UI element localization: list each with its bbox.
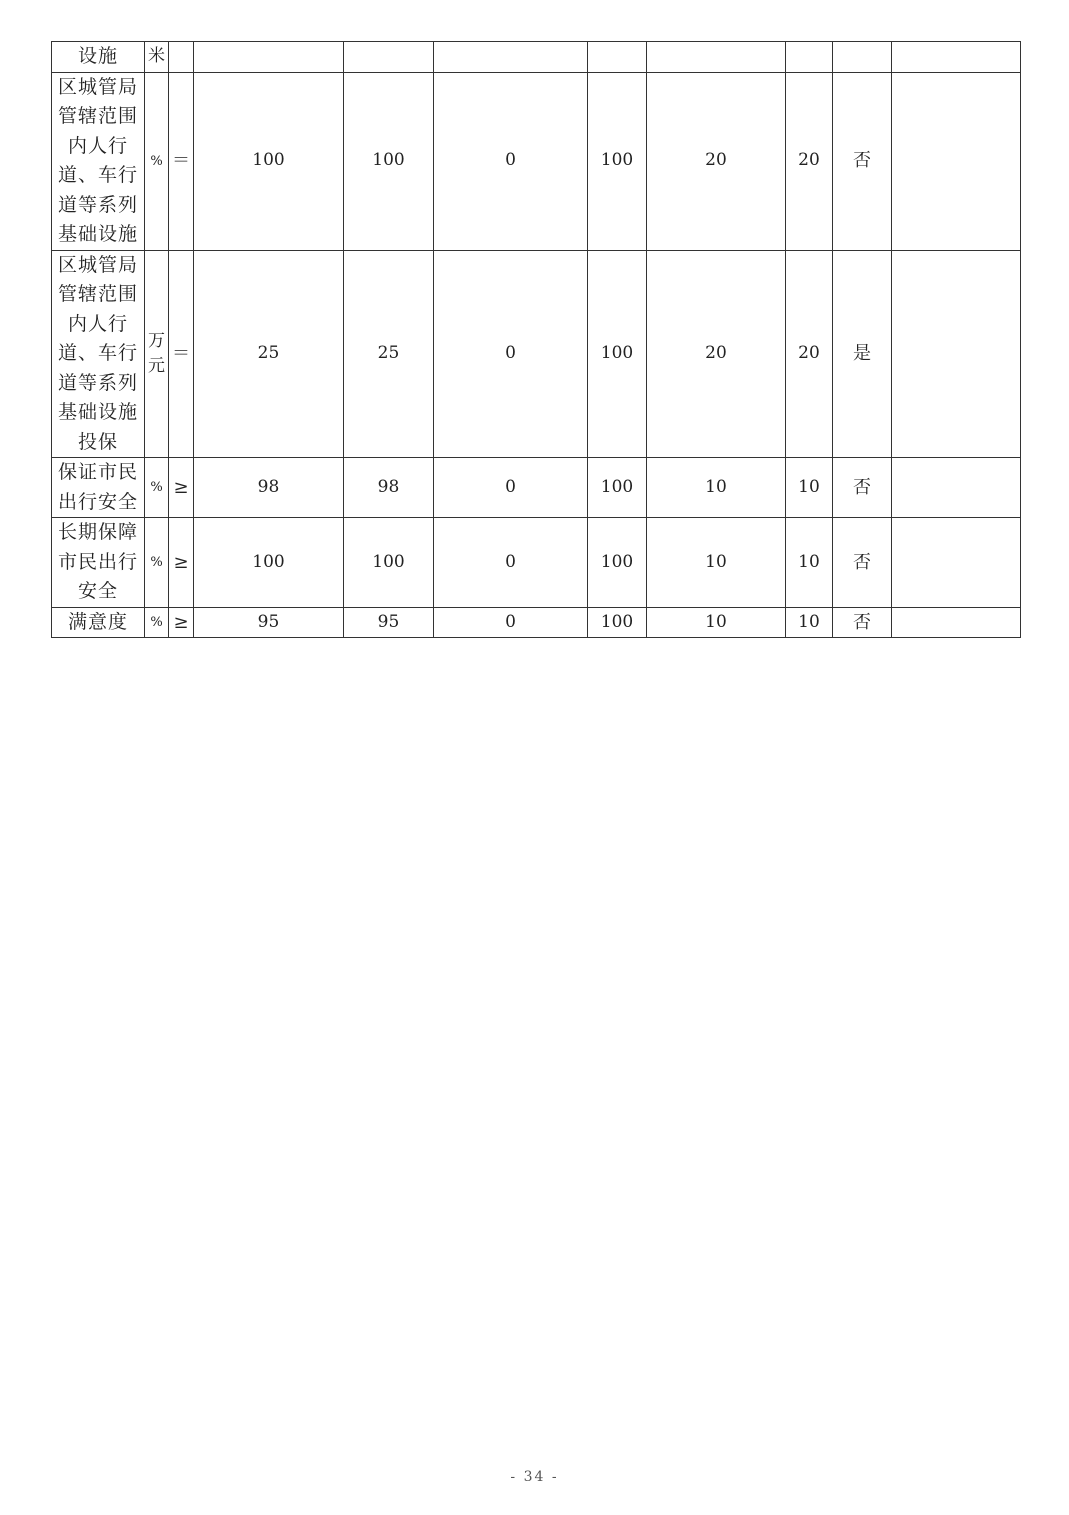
- indicator-unit: %: [145, 518, 169, 608]
- weight-value: 20: [647, 72, 786, 250]
- completion-rate: 100: [588, 458, 647, 518]
- deviation-value: 0: [434, 458, 588, 518]
- weight-value: 20: [647, 250, 786, 458]
- remark-cell: [892, 458, 1021, 518]
- indicator-unit: %: [145, 72, 169, 250]
- table-row: [52, 42, 1021, 73]
- comparison-symbol: ≥: [169, 607, 194, 638]
- indicator-name: 满意度: [52, 607, 145, 638]
- deviation-value: 0: [434, 607, 588, 638]
- table-row: [52, 458, 1021, 518]
- indicator-unit: %: [145, 607, 169, 638]
- target-value: 95: [194, 607, 344, 638]
- score-value: 20: [786, 72, 833, 250]
- remark-cell: [892, 250, 1021, 458]
- comparison-symbol: [169, 42, 194, 73]
- weight-value: 10: [647, 607, 786, 638]
- deviation-value: 0: [434, 72, 588, 250]
- completion-rate: 100: [588, 607, 647, 638]
- deviation-value: 0: [434, 250, 588, 458]
- comparison-symbol: ＝: [169, 250, 194, 458]
- actual-value: [344, 42, 434, 73]
- target-value: 100: [194, 518, 344, 608]
- indicator-name: 长期保障市民出行安全: [52, 518, 145, 608]
- score-value: 10: [786, 607, 833, 638]
- completion-rate: 100: [588, 518, 647, 608]
- comparison-symbol: ＝: [169, 72, 194, 250]
- flag-value: 否: [833, 518, 892, 608]
- remark-cell: [892, 42, 1021, 73]
- indicator-name: 设施: [52, 42, 145, 73]
- weight-value: [647, 42, 786, 73]
- page-number: - 34 -: [510, 1469, 559, 1485]
- indicator-table: [51, 41, 1021, 638]
- actual-value: 100: [344, 518, 434, 608]
- flag-value: 是: [833, 250, 892, 458]
- flag-value: [833, 42, 892, 73]
- remark-cell: [892, 518, 1021, 608]
- table-row: [52, 607, 1021, 638]
- target-value: 100: [194, 72, 344, 250]
- actual-value: 98: [344, 458, 434, 518]
- indicator-name: 区城管局管辖范围内人行道、车行道等系列基础设施: [52, 72, 145, 250]
- completion-rate: 100: [588, 250, 647, 458]
- indicator-name: 保证市民出行安全: [52, 458, 145, 518]
- score-value: 10: [786, 518, 833, 608]
- score-value: [786, 42, 833, 73]
- remark-cell: [892, 607, 1021, 638]
- weight-value: 10: [647, 518, 786, 608]
- actual-value: 25: [344, 250, 434, 458]
- weight-value: 10: [647, 458, 786, 518]
- indicator-unit: 万元: [145, 250, 169, 458]
- comparison-symbol: ≥: [169, 518, 194, 608]
- indicator-name: 区城管局管辖范围内人行道、车行道等系列基础设施投保: [52, 250, 145, 458]
- flag-value: 否: [833, 72, 892, 250]
- score-value: 10: [786, 458, 833, 518]
- target-value: [194, 42, 344, 73]
- actual-value: 95: [344, 607, 434, 638]
- indicator-unit: %: [145, 458, 169, 518]
- actual-value: 100: [344, 72, 434, 250]
- deviation-value: [434, 42, 588, 73]
- table-row: [52, 518, 1021, 608]
- indicator-unit: 米: [145, 42, 169, 73]
- flag-value: 否: [833, 607, 892, 638]
- comparison-symbol: ≥: [169, 458, 194, 518]
- score-value: 20: [786, 250, 833, 458]
- table-row: [52, 250, 1021, 458]
- completion-rate: 100: [588, 72, 647, 250]
- target-value: 25: [194, 250, 344, 458]
- target-value: 98: [194, 458, 344, 518]
- table-row: [52, 72, 1021, 250]
- deviation-value: 0: [434, 518, 588, 608]
- remark-cell: [892, 72, 1021, 250]
- flag-value: 否: [833, 458, 892, 518]
- completion-rate: [588, 42, 647, 73]
